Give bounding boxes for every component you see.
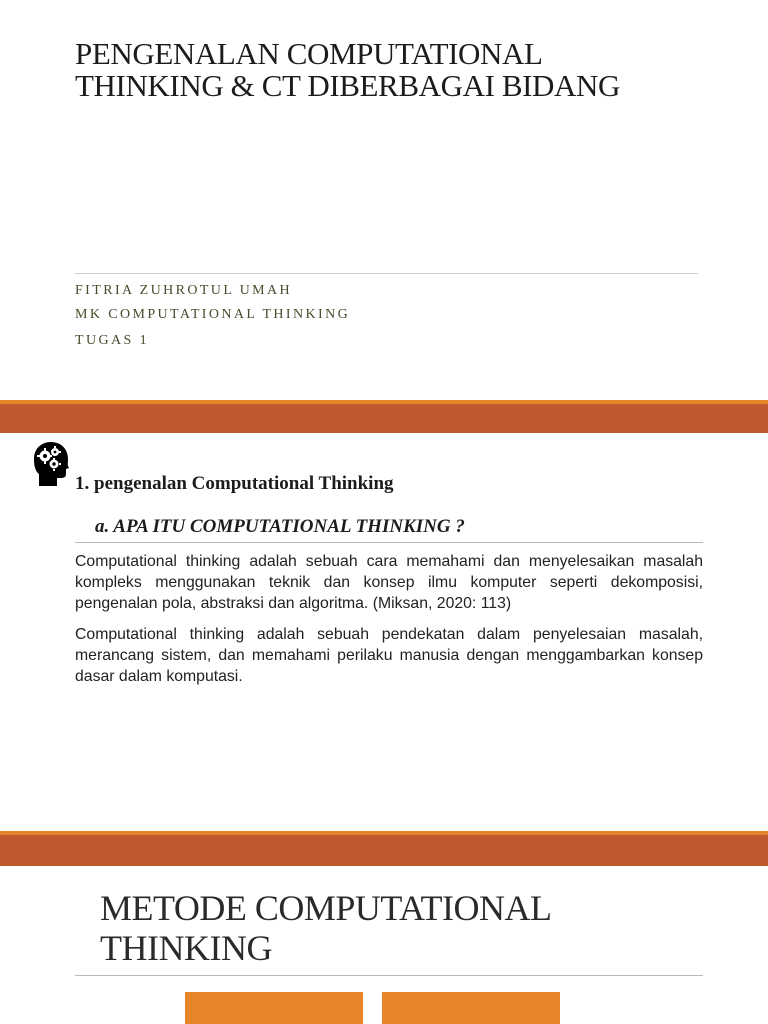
definition-paragraph-1: Computational thinking adalah sebuah cara memahami dan menyelesaikan masalah kompleks menggunakan teknik dan konsep ilmu komputer seperti dekomposisi, pengenalan pola, abstraksi dan algoritma. (Miksan, 2020: 113) bbox=[75, 553, 703, 612]
subsection-heading: a. APA ITU COMPUTATIONAL THINKING ? bbox=[95, 516, 465, 537]
content-slide bbox=[0, 433, 768, 831]
section-heading: 1. pengenalan Computational Thinking bbox=[75, 473, 394, 494]
slide-separator bbox=[0, 404, 768, 433]
title-line-1: PENGENALAN COMPUTATIONAL bbox=[75, 36, 543, 71]
definition-paragraph-2: Computational thinking adalah sebuah pendekatan dalam penyelesaian masalah, merancang sistem, dan memahami perilaku manusia dengan menggambarkan konsep dasar dalam komputasi. bbox=[75, 626, 703, 685]
head-gears-icon bbox=[30, 441, 70, 487]
title-line-2: THINKING & CT DIBERBAGAI BIDANG bbox=[75, 68, 620, 103]
method-box-2 bbox=[382, 992, 560, 1024]
subheading-divider bbox=[75, 542, 703, 543]
assignment-label: TUGAS 1 bbox=[75, 333, 149, 348]
method-title bbox=[100, 888, 700, 968]
method-title-line-1: METODE COMPUTATIONAL bbox=[100, 888, 552, 928]
method-slide bbox=[0, 866, 768, 1024]
method-title-line-2: THINKING bbox=[100, 928, 272, 968]
presentation-title bbox=[75, 38, 715, 102]
slide-separator bbox=[0, 835, 768, 866]
author-name: FITRIA ZUHROTUL UMAH bbox=[75, 283, 293, 298]
method-box-1 bbox=[185, 992, 363, 1024]
title-divider bbox=[75, 273, 698, 274]
course-name: MK COMPUTATIONAL THINKING bbox=[75, 307, 351, 322]
method-title-divider bbox=[75, 975, 703, 976]
title-slide bbox=[0, 0, 768, 400]
